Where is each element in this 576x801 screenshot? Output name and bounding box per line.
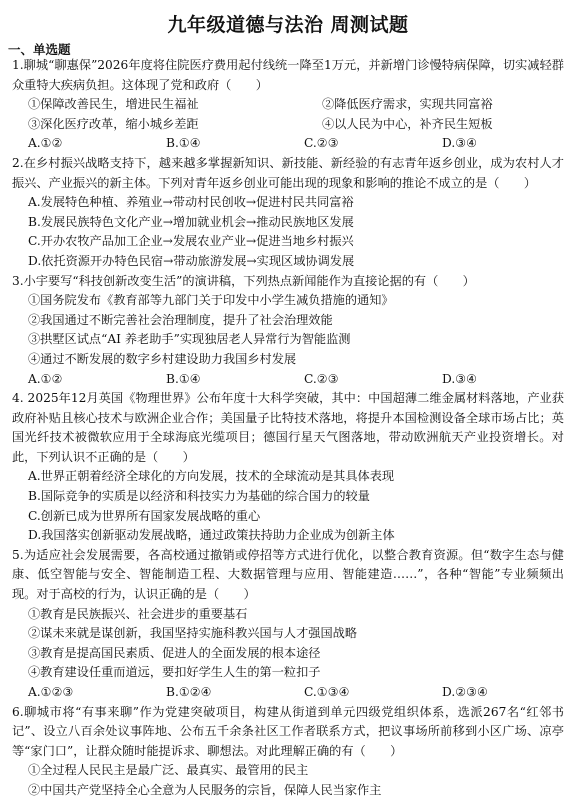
statement: ②我国通过不断完善社会治理制度，提升了社会治理效能 — [28, 312, 333, 327]
choice-c[interactable]: C.①③④ — [304, 685, 350, 699]
choice-list — [12, 683, 564, 703]
statement: ③教育是提高国民素质、促进人的全面发展的根本途径 — [28, 645, 321, 660]
question-3 — [12, 272, 564, 390]
page-title: 九年级道德与法治 周测试题 — [167, 14, 409, 36]
choice-a[interactable]: A.①② — [28, 136, 63, 151]
choice-a[interactable]: A.①②③ — [28, 685, 74, 699]
statement: ④教育建设任重而道远，要扣好学生人生的第一粒扣子 — [28, 665, 321, 680]
choice-list — [12, 134, 564, 154]
statement: ④以人民为中心，补齐民生短板 — [322, 116, 493, 131]
question-stem: 1.聊城“聊惠保”2026年度将住院医疗费用起付线统一降至1万元，并新增门诊慢特病保障，切实减轻群众重特大疾病负担。这体现了党和政府（ ） — [12, 58, 564, 92]
choice-b[interactable]: B.①④ — [166, 371, 201, 386]
choice-a[interactable]: A.世界正朝着经济全球化的方向发展，技术的全球流动是其具体表现 — [28, 469, 395, 484]
choice-list — [12, 370, 564, 390]
question-stem: 2.在乡村振兴战略支持下，越来越多掌握新知识、新技能、新经验的有志青年返乡创业，成为农村人才振兴、产业振兴的新主体。下列对青年返乡创业可能出现的现象和影响的推论不成立的是（ ） — [12, 155, 564, 190]
question-stem: 5.为适应社会发展需要，各高校通过撤销或停招等方式进行优化，以整合教育资源。但“数字生态与健康、低空智能与安全、智能制造工程、大数据管理与应用、智能建造……”，各种“智能”专业频频出现。对于高校的行为，认识正确的是（ ） — [12, 547, 564, 602]
statement-list — [12, 95, 564, 134]
question-2 — [12, 154, 564, 272]
statement: ①全过程人民民主是最广泛、最真实、最管用的民主 — [28, 763, 309, 778]
statement: ④通过不断发展的数字乡村建设助力我国乡村发展 — [28, 351, 297, 366]
choice-b[interactable]: B.发展民族特色文化产业→增加就业机会→推动民族地区发展 — [28, 214, 354, 229]
question-list — [12, 56, 564, 801]
choice-a[interactable]: A.①② — [28, 371, 63, 386]
choice-b[interactable]: B.国际竞争的实质是以经济和科技实力为基础的综合国力的较量 — [28, 489, 370, 504]
choice-c[interactable]: C.②③ — [304, 371, 339, 386]
section-heading: 一、单选题 — [8, 42, 71, 57]
question-5 — [12, 546, 564, 703]
statement: ①国务院发布《教育部等九部门关于印发中小学生减负措施的通知》 — [28, 293, 394, 308]
choice-b[interactable]: B.①④ — [166, 136, 201, 151]
statement: ②中国共产党坚持全心全意为人民服务的宗旨，保障人民当家作主 — [28, 782, 382, 797]
question-stem: 3.小宇要写“科技创新改变生活”的演讲稿，下列热点新闻能作为直接论据的有（ ） — [12, 273, 475, 288]
choice-c[interactable]: C.②③ — [304, 136, 339, 151]
statement: ③拱墅区试点“AI 养老助手”实现独居老人异常行为智能监测 — [28, 332, 351, 347]
choice-b[interactable]: B.①②④ — [166, 685, 212, 699]
choice-d[interactable]: D.③④ — [442, 371, 478, 386]
question-stem: 4. 2025年12月英国《物理世界》公布年度十大科学突破，其中：中国超薄二维金属材料落地，产业获政府补贴且核心技术与欧洲企业合作；美国量子比特技术落地，将提升本国检测设备全球市场占比；英国光纤技术被微软应用于全球海底光缆项目；德国行星天气图落地，带动欧洲航天产业投资增长。对此，下列认识不正确的是（ ） — [12, 391, 564, 464]
statement: ①教育是民族振兴、社会进步的重要基石 — [28, 606, 248, 621]
statement: ②降低医疗需求，实现共同富裕 — [322, 97, 493, 112]
choice-d[interactable]: D.③④ — [442, 136, 478, 151]
question-stem: 6.聊城市将“有事来聊”作为党建突破项目，构建从街道到单元四级党组织体系，选派267名“红邻书记”、设立八百余处议事阵地、公布五千余条社区工作者联系方式，把议事场所前移到小区广场、凉亭等“家门口”，让群众随时能提诉求、聊想法。对此理解正确的有（ ） — [12, 704, 564, 758]
question-4 — [12, 389, 564, 546]
choice-c[interactable]: C.开办农牧产品加工企业→发展农业产业→促进当地乡村振兴 — [28, 234, 354, 249]
statement: ②谋未来就是谋创新，我国坚持实施科教兴国与人才强国战略 — [28, 626, 358, 641]
choice-d[interactable]: D.我国落实创新驱动发展战略，通过政策扶持助力企业成为创新主体 — [28, 528, 395, 543]
choice-d[interactable]: D.依托资源开办特色民宿→带动旅游发展→实现区域协调发展 — [28, 253, 355, 268]
statement: ③深化医疗改革，缩小城乡差距 — [28, 116, 199, 131]
statement: ①保障改善民生，增进民生福祉 — [28, 97, 199, 112]
choice-c[interactable]: C.创新已成为世界所有国家发展战略的重心 — [28, 508, 261, 523]
question-6 — [12, 703, 564, 801]
choice-d[interactable]: D.②③④ — [442, 685, 488, 699]
question-1 — [12, 56, 564, 154]
choice-a[interactable]: A.发展特色种植、养殖业→带动村民创收→促进村民共同富裕 — [28, 195, 354, 210]
